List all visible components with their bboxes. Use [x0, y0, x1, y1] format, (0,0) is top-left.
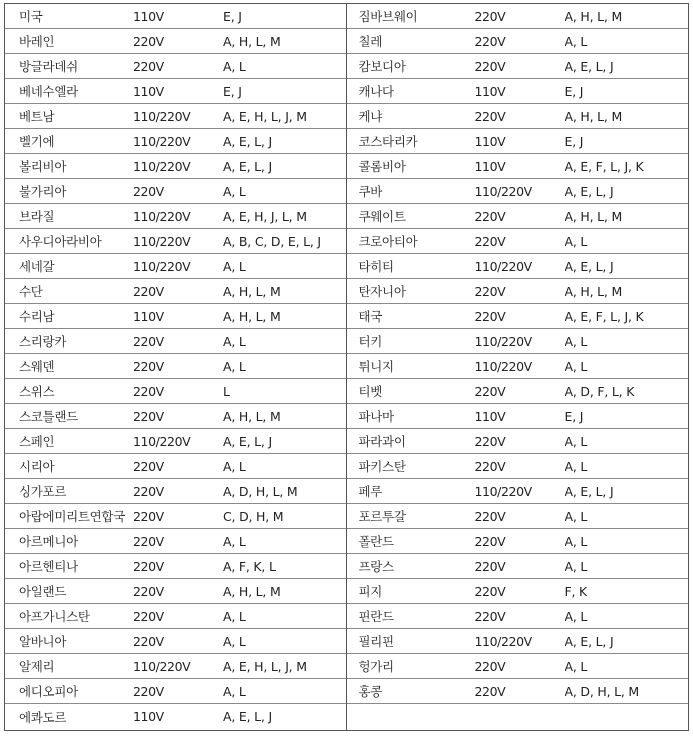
country-cell: 타히티: [358, 259, 394, 274]
country-cell: 태국: [358, 309, 383, 324]
country-cell: 쿠웨이트: [358, 209, 406, 224]
country-cell: 파키스탄: [358, 459, 406, 474]
table-row: [347, 579, 689, 604]
voltage-cell: 220V: [133, 483, 164, 499]
voltage-cell: 110/220V: [133, 233, 191, 249]
voltage-cell: 110V: [474, 133, 506, 149]
country-cell: 프랑스: [358, 559, 394, 574]
voltage-cell: 220V: [474, 108, 506, 124]
country-cell: 시리아: [19, 459, 55, 474]
country-cell: 튀니지: [358, 359, 394, 374]
table-row: [347, 79, 689, 104]
voltage-cell: 220V: [474, 8, 506, 24]
country-cell: 스위스: [19, 384, 55, 399]
plug-type-cell: A, L: [564, 233, 588, 249]
table-row: [5, 704, 346, 729]
table-row: [5, 354, 346, 379]
voltage-cell: 220V: [474, 658, 506, 674]
plug-type-cell: A, E, L, J: [564, 58, 614, 74]
table-row: [5, 229, 346, 254]
table-row: [5, 254, 346, 279]
voltage-cell: 220V: [133, 183, 164, 199]
table-row: [347, 4, 689, 29]
plug-type-cell: A, H, L, M: [564, 208, 623, 224]
table-row: [347, 554, 689, 579]
country-cell: 필리핀: [358, 634, 394, 649]
voltage-cell: 110/220V: [474, 183, 532, 199]
country-cell: 아랍에미리트연합국: [19, 509, 125, 524]
country-cell: 수리남: [19, 309, 55, 324]
country-cell: 터키: [358, 334, 383, 349]
voltage-cell: 110/220V: [474, 483, 532, 499]
table-row: [347, 504, 689, 529]
plug-type-cell: A, H, L, M: [564, 8, 623, 24]
plug-type-cell: A, L: [564, 533, 588, 549]
country-cell: 파라과이: [358, 434, 406, 449]
table-row: [5, 529, 346, 554]
voltage-cell: 110/220V: [133, 658, 191, 674]
country-cell: 베트남: [19, 109, 55, 124]
plug-type-cell: A, E, F, L, J, K: [564, 158, 644, 174]
table-row: [347, 454, 689, 479]
table-row: [5, 654, 346, 679]
table-row: [347, 629, 689, 654]
country-cell: 아프가니스탄: [19, 609, 90, 624]
voltage-cell: 220V: [474, 308, 506, 324]
plug-type-cell: C, D, H, M: [223, 508, 284, 524]
voltage-cell: 220V: [474, 58, 506, 74]
table-row: [5, 379, 346, 404]
country-cell: 콜롬비아: [358, 159, 406, 174]
voltage-cell: 220V: [133, 333, 164, 349]
voltage-cell: 110V: [133, 709, 164, 724]
voltage-cell: 220V: [133, 283, 164, 299]
plug-type-cell: A, L: [223, 333, 246, 349]
table-row: [347, 354, 689, 379]
plug-type-cell: A, E, L, J: [223, 133, 272, 149]
country-cell: 스페인: [19, 434, 55, 449]
voltage-cell: 220V: [133, 458, 164, 474]
country-cell: 탄자니아: [358, 284, 406, 299]
country-cell: 헝가리: [358, 659, 394, 674]
country-cell: 폴란드: [358, 534, 394, 549]
country-cell: 칠레: [358, 34, 383, 49]
country-cell: 알제리: [19, 659, 55, 674]
plug-type-cell: A, L: [223, 633, 246, 649]
voltage-cell: 220V: [133, 508, 164, 524]
country-cell: 세네갈: [19, 259, 55, 274]
country-cell: 볼리비아: [19, 159, 67, 174]
country-cell: 아일랜드: [19, 584, 67, 599]
table-row: [5, 454, 346, 479]
voltage-cell: 220V: [474, 283, 506, 299]
voltage-cell: 220V: [133, 383, 164, 399]
voltage-cell: 110/220V: [133, 108, 191, 124]
voltage-cell: 220V: [133, 558, 164, 574]
plug-type-cell: E, J: [223, 8, 242, 24]
voltage-cell: 110/220V: [133, 258, 191, 274]
plug-type-cell: A, L: [223, 258, 246, 274]
plug-type-cell: E, J: [564, 133, 584, 149]
plug-type-cell: A, D, F, L, K: [564, 383, 635, 399]
plug-type-cell: A, H, L, M: [223, 583, 281, 599]
table-row: [347, 154, 689, 179]
table-row: [5, 179, 346, 204]
country-cell: 벨기에: [19, 134, 55, 149]
plug-type-cell: A, H, L, M: [223, 283, 281, 299]
table-right-column: [347, 4, 689, 730]
voltage-cell: 220V: [133, 33, 164, 49]
plug-type-cell: A, L: [223, 533, 246, 549]
table-row: [347, 679, 689, 704]
country-cell: 포르투갈: [358, 509, 406, 524]
plug-type-cell: E, J: [564, 408, 584, 424]
voltage-cell: 110/220V: [474, 633, 532, 649]
country-cell: 짐바브웨이: [358, 9, 418, 24]
voltage-cell: 110V: [133, 308, 164, 324]
voltage-cell: 110/220V: [133, 133, 191, 149]
country-cell: 스리랑카: [19, 334, 67, 349]
country-cell: 에디오피아: [19, 684, 78, 699]
table-row: [347, 329, 689, 354]
table-row: [5, 304, 346, 329]
table-row: [347, 429, 689, 454]
plug-type-cell: A, L: [223, 58, 246, 74]
country-cell: 알바니아: [19, 634, 67, 649]
voltage-cell: 220V: [133, 58, 164, 74]
table-row: [347, 179, 689, 204]
voltage-cell: 220V: [474, 533, 506, 549]
country-cell: 피지: [358, 584, 383, 599]
plug-type-cell: F, K: [564, 583, 588, 599]
plug-type-cell: A, H, L, M: [564, 283, 623, 299]
plug-type-cell: A, E, L, J: [223, 433, 272, 449]
table-row: [5, 404, 346, 429]
voltage-cell: 220V: [133, 358, 164, 374]
plug-type-cell: A, L: [223, 358, 246, 374]
country-cell: 사우디아라비아: [19, 234, 102, 249]
plug-type-cell: A, D, H, L, M: [564, 683, 640, 699]
plug-type-cell: A, L: [564, 333, 588, 349]
country-cell: 아르헨티나: [19, 559, 78, 574]
table-row: [5, 4, 346, 29]
voltage-cell: 220V: [474, 383, 506, 399]
voltage-cell: 110/220V: [133, 433, 191, 449]
table-row: [5, 629, 346, 654]
table-row: [5, 54, 346, 79]
plug-type-cell: A, E, H, L, J, M: [223, 108, 307, 124]
plug-type-cell: A, E, H, L, J, M: [223, 658, 307, 674]
country-cell: 브라질: [19, 209, 55, 224]
table-row: [347, 254, 689, 279]
country-cell: 페루: [358, 484, 383, 499]
voltage-cell: 220V: [133, 633, 164, 649]
voltage-cell: 220V: [474, 233, 506, 249]
country-cell: 싱가포르: [19, 484, 67, 499]
country-cell: 케냐: [358, 109, 383, 124]
country-cell: 에콰도르: [19, 709, 67, 725]
country-cell: 스코틀랜드: [19, 409, 78, 424]
plug-type-cell: A, E, L, J: [564, 183, 614, 199]
voltage-cell: 110/220V: [474, 333, 532, 349]
voltage-cell: 220V: [133, 583, 164, 599]
voltage-cell: 110V: [474, 408, 506, 424]
table-row: [347, 479, 689, 504]
voltage-cell: 220V: [474, 208, 506, 224]
voltage-cell: 110V: [474, 158, 506, 174]
voltage-cell: 220V: [474, 458, 506, 474]
table-row: [5, 554, 346, 579]
voltage-cell: 110/220V: [474, 358, 532, 374]
country-cell: 캐나다: [358, 84, 394, 99]
voltage-cell: 220V: [474, 683, 506, 699]
table-row: [347, 404, 689, 429]
country-cell: 파나마: [358, 409, 394, 424]
voltage-cell: 220V: [474, 583, 506, 599]
plug-type-cell: A, L: [223, 608, 246, 624]
voltage-cell: 110V: [133, 83, 164, 99]
country-cell: 베네수엘라: [19, 84, 78, 99]
plug-type-cell: A, L: [564, 508, 588, 524]
plug-type-cell: A, H, L, M: [223, 308, 281, 324]
country-cell: 쿠바: [358, 184, 383, 199]
plug-type-cell: A, L: [564, 358, 588, 374]
table-row: [5, 104, 346, 129]
plug-type-cell: A, H, L, M: [564, 108, 623, 124]
table-row: [5, 679, 346, 704]
plug-type-cell: A, E, F, L, J, K: [564, 308, 644, 324]
voltage-cell: 220V: [474, 433, 506, 449]
plug-type-cell: A, L: [564, 658, 588, 674]
table-row: [347, 129, 689, 154]
plug-type-cell: A, E, L, J: [564, 483, 614, 499]
table-row: [5, 129, 346, 154]
table-row: [5, 504, 346, 529]
voltage-cell: 220V: [133, 608, 164, 624]
table-row: [347, 229, 689, 254]
plug-type-cell: A, L: [223, 183, 246, 199]
table-row: [347, 704, 689, 729]
table-row: [5, 579, 346, 604]
voltage-cell: 220V: [474, 33, 506, 49]
table-row: [347, 654, 689, 679]
voltage-cell: 220V: [474, 558, 506, 574]
country-cell: 바레인: [19, 34, 55, 49]
country-cell: 크로아티아: [358, 234, 418, 249]
plug-type-cell: A, D, H, L, M: [223, 483, 298, 499]
table-row: [5, 329, 346, 354]
country-cell: 방글라데쉬: [19, 59, 78, 74]
voltage-cell: 110V: [133, 8, 164, 24]
voltage-cell: 220V: [133, 408, 164, 424]
country-cell: 코스타리카: [358, 134, 418, 149]
table-row: [347, 104, 689, 129]
country-cell: 스웨덴: [19, 359, 55, 374]
plug-type-cell: A, E, L, J: [564, 258, 614, 274]
voltage-cell: 110V: [474, 83, 506, 99]
table-row: [347, 604, 689, 629]
voltage-cell: 110/220V: [133, 208, 191, 224]
table-row: [5, 79, 346, 104]
plug-type-cell: E, J: [223, 83, 242, 99]
plug-type-cell: A, L: [564, 608, 588, 624]
table-row: [347, 529, 689, 554]
plug-type-cell: A, L: [564, 433, 588, 449]
voltage-cell: 220V: [133, 533, 164, 549]
country-cell: 미국: [19, 9, 43, 24]
table-row: [5, 29, 346, 54]
plug-type-cell: A, H, L, M: [223, 33, 281, 49]
table-row: [5, 154, 346, 179]
plug-type-cell: A, F, K, L: [223, 558, 276, 574]
plug-type-cell: A, E, L, J: [223, 709, 272, 724]
table-row: [347, 304, 689, 329]
country-cell: 불가리아: [19, 184, 67, 199]
plug-type-cell: A, E, L, J: [223, 158, 272, 174]
table-row: [5, 204, 346, 229]
voltage-cell: 220V: [474, 508, 506, 524]
country-cell: 홍콩: [358, 684, 383, 699]
voltage-cell: 220V: [474, 608, 506, 624]
plug-type-cell: A, L: [564, 33, 588, 49]
table-left-column: [5, 4, 347, 730]
plug-type-cell: E, J: [564, 83, 584, 99]
country-cell: 아르메니아: [19, 534, 78, 549]
table-row: [5, 429, 346, 454]
voltage-cell: 110/220V: [474, 258, 532, 274]
table-row: [347, 54, 689, 79]
plug-type-cell: A, L: [223, 458, 246, 474]
country-cell: 핀란드: [358, 609, 394, 624]
plug-type-cell: A, L: [564, 458, 588, 474]
table-row: [347, 29, 689, 54]
country-cell: 수단: [19, 284, 43, 299]
plug-type-cell: L: [223, 383, 230, 399]
table-row: [5, 479, 346, 504]
table-row: [347, 379, 689, 404]
voltage-cell: 110/220V: [133, 158, 191, 174]
plug-type-cell: A, B, C, D, E, L, J: [223, 233, 321, 249]
plug-type-cell: A, L: [564, 558, 588, 574]
table-row: [5, 279, 346, 304]
voltage-plug-table: [4, 3, 689, 731]
table-row: [5, 604, 346, 629]
plug-type-cell: A, H, L, M: [223, 408, 281, 424]
table-row: [347, 204, 689, 229]
plug-type-cell: A, E, L, J: [564, 633, 614, 649]
country-cell: 티벳: [358, 384, 383, 399]
plug-type-cell: A, L: [223, 683, 246, 699]
table-row: [347, 279, 689, 304]
country-cell: 캄보디아: [358, 59, 406, 74]
plug-type-cell: A, E, H, J, L, M: [223, 208, 307, 224]
voltage-cell: 220V: [133, 683, 164, 699]
